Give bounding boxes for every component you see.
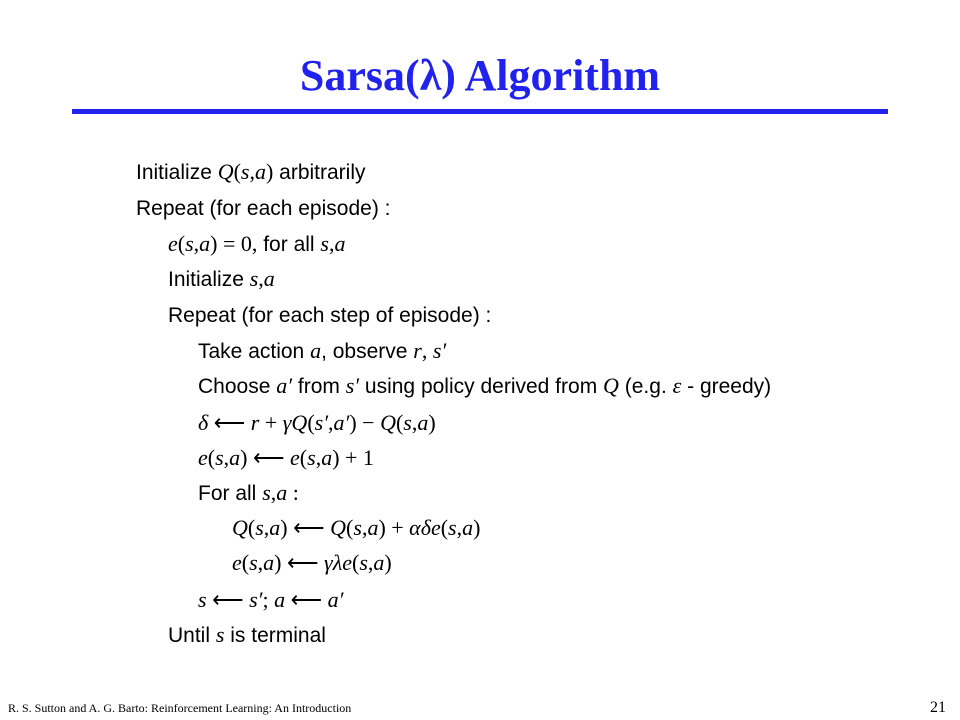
math-segment: r	[413, 338, 422, 363]
math-segment: ) ⟵	[280, 515, 331, 540]
math-segment: ) = 0,	[210, 231, 258, 256]
math-segment: s	[249, 266, 259, 291]
math-segment: s	[353, 515, 362, 540]
math-segment: ,	[361, 515, 368, 540]
math-segment: a	[254, 159, 266, 184]
text-segment: Repeat (for each episode) :	[136, 197, 391, 220]
text-segment: Until	[168, 624, 216, 647]
math-segment: a	[276, 480, 288, 505]
algo-line-td-error	[198, 408, 436, 439]
math-segment: ) +	[378, 515, 410, 540]
math-segment: αδe	[409, 515, 441, 540]
math-segment: e	[168, 231, 178, 256]
math-segment: s	[215, 622, 225, 647]
math-segment: a	[199, 231, 211, 256]
math-segment: Q	[217, 159, 234, 184]
math-segment: s	[240, 159, 250, 184]
math-segment: a	[334, 231, 346, 256]
math-segment: s	[255, 515, 264, 540]
algo-line-repeat-step	[168, 301, 491, 331]
math-segment: a	[269, 515, 281, 540]
math-segment: Q	[232, 515, 248, 540]
algo-line-choose-action	[198, 371, 771, 402]
text-segment: - greedy)	[681, 375, 772, 398]
math-segment: ⟵	[285, 587, 328, 612]
math-segment: (	[352, 550, 360, 575]
math-segment: ;	[262, 587, 275, 612]
algo-line-reset-traces	[168, 229, 345, 260]
math-segment: :	[287, 480, 299, 505]
algo-line-until-terminal	[168, 620, 326, 651]
text-segment: Initialize	[168, 268, 250, 291]
math-segment: a	[417, 410, 429, 435]
math-segment: s′	[314, 410, 329, 435]
math-segment: (	[307, 410, 315, 435]
algo-line-for-all	[198, 478, 299, 509]
math-segment: a	[367, 515, 379, 540]
math-segment: a	[310, 338, 322, 363]
math-segment: ,	[258, 266, 264, 291]
math-segment: γQ	[282, 410, 308, 435]
text-segment: for all	[257, 233, 321, 256]
math-segment: Q	[603, 373, 619, 398]
math-segment: ) ⟵	[240, 445, 291, 470]
text-segment: Take action	[198, 340, 311, 363]
text-segment: is terminal	[224, 624, 326, 647]
math-segment: )	[428, 410, 436, 435]
math-segment: (	[299, 445, 308, 470]
math-segment: δ	[198, 410, 209, 435]
text-segment: arbitrarily	[273, 161, 366, 184]
math-segment: +	[259, 410, 283, 435]
math-segment: r	[250, 410, 260, 435]
slide-title: Sarsa(λ) Algorithm	[299, 51, 661, 100]
math-segment: ) −	[349, 410, 381, 435]
algo-line-increment-trace	[198, 443, 374, 474]
math-segment: a	[263, 266, 275, 291]
math-segment: ,	[421, 338, 433, 363]
text-segment: from	[292, 375, 346, 398]
math-segment: s	[320, 231, 329, 256]
algo-line-initialize-sa	[168, 264, 275, 295]
math-segment: s′	[249, 587, 263, 612]
algo-line-initialize-q	[136, 157, 366, 188]
math-segment: (	[247, 515, 256, 540]
math-segment: a′	[276, 373, 293, 398]
math-segment: e	[290, 445, 300, 470]
text-segment: Repeat (for each step of episode) :	[168, 304, 492, 327]
math-segment: a	[263, 550, 275, 575]
math-segment: (	[440, 515, 449, 540]
text-segment: For all	[198, 482, 263, 505]
math-segment: (	[346, 515, 354, 540]
math-segment: s′	[345, 373, 360, 398]
algo-line-update-q	[232, 513, 480, 544]
math-segment: ,	[270, 480, 277, 505]
math-segment: a	[373, 550, 385, 575]
math-segment: a	[462, 515, 474, 540]
math-segment: (	[207, 445, 216, 470]
text-segment: Initialize	[136, 161, 218, 184]
math-segment: ,	[315, 445, 322, 470]
math-segment: ,	[249, 159, 255, 184]
page-number: 21	[930, 699, 946, 716]
math-segment: a′	[333, 410, 350, 435]
footer-citation: R. S. Sutton and A. G. Barto: Reinforcement Learning: An Introduction	[8, 701, 352, 715]
algo-line-repeat-episode	[136, 194, 390, 224]
math-segment: ,	[257, 550, 264, 575]
math-segment: ,	[223, 445, 230, 470]
math-segment: ,	[367, 550, 374, 575]
math-segment: ,	[328, 231, 335, 256]
math-segment: s	[403, 410, 412, 435]
math-segment: ,	[328, 410, 334, 435]
math-segment: e	[232, 550, 242, 575]
math-segment: ,	[263, 515, 270, 540]
math-segment: )	[265, 159, 274, 184]
math-segment: (	[233, 159, 241, 184]
math-segment: a	[274, 587, 286, 612]
math-segment: ) ⟵	[274, 550, 325, 575]
math-segment: (	[241, 550, 250, 575]
math-segment: s	[249, 550, 258, 575]
math-segment: s′	[432, 338, 447, 363]
math-segment: ) + 1	[332, 445, 374, 470]
math-segment: )	[473, 515, 481, 540]
math-segment: s	[198, 587, 207, 612]
algo-line-advance-state	[198, 585, 343, 616]
text-segment: (e.g.	[618, 375, 673, 398]
math-segment: a	[229, 445, 241, 470]
math-segment: ,	[193, 231, 200, 256]
math-segment: ⟵	[208, 410, 251, 435]
math-segment: (	[395, 410, 404, 435]
math-segment: s	[359, 550, 368, 575]
math-segment: ,	[411, 410, 418, 435]
math-segment: s	[307, 445, 316, 470]
math-segment: ,	[456, 515, 463, 540]
math-segment: a′	[327, 587, 344, 612]
algo-line-decay-trace	[232, 548, 392, 579]
math-segment: )	[384, 550, 392, 575]
math-segment: s	[215, 445, 224, 470]
math-segment: e	[198, 445, 208, 470]
math-segment: Q	[330, 515, 347, 540]
math-segment: s	[448, 515, 457, 540]
math-segment: (	[177, 231, 186, 256]
text-segment: , observe	[321, 340, 414, 363]
text-segment: using policy derived from	[359, 375, 604, 398]
math-segment: γλe	[324, 550, 352, 575]
math-segment: a	[321, 445, 333, 470]
math-segment: s	[185, 231, 194, 256]
math-segment: ⟵	[206, 587, 250, 612]
math-segment: ε	[672, 373, 682, 398]
math-segment: s	[262, 480, 271, 505]
math-segment: Q	[380, 410, 396, 435]
algo-line-take-action	[198, 336, 446, 367]
text-segment: Choose	[198, 375, 277, 398]
